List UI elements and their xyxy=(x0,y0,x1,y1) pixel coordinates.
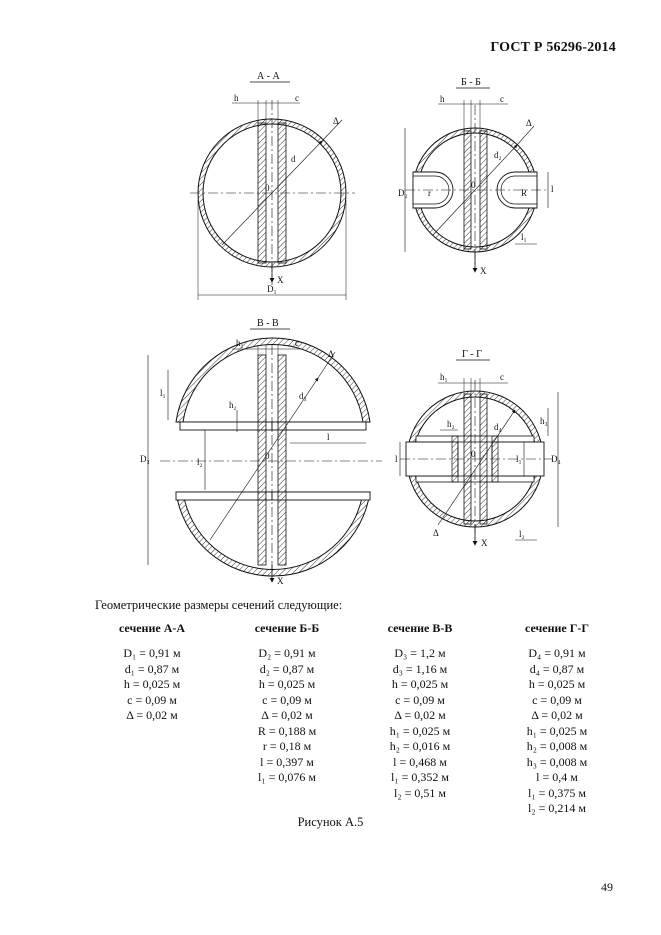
section-gg-title: Г - Г xyxy=(462,349,482,360)
dimensions-intro: Геометрические размеры сечений следующие: xyxy=(95,598,343,612)
svg-text:0: 0 xyxy=(471,449,476,459)
svg-text:X: X xyxy=(277,576,284,586)
svg-text:c: c xyxy=(295,338,299,348)
svg-text:d₃: d₃ xyxy=(299,391,307,401)
svg-text:d₂: d₂ xyxy=(494,150,502,160)
section-gg-heading: сечение Г-Г xyxy=(524,621,589,635)
svg-text:d₄: d₄ xyxy=(494,422,502,432)
svg-text:D₃: D₃ xyxy=(140,454,150,464)
svg-text:c: c xyxy=(500,372,504,382)
spec-row: d₄ = 0,87 м xyxy=(529,661,585,676)
svg-text:h₂: h₂ xyxy=(447,419,455,429)
spec-row: D₄ = 0,91 м xyxy=(528,646,586,660)
svg-text:l: l xyxy=(327,432,330,442)
page-number: 49 xyxy=(601,880,613,894)
spec-row: R = 0,188 м xyxy=(257,723,317,738)
svg-text:Δ: Δ xyxy=(433,528,439,538)
svg-text:l₁: l₁ xyxy=(521,232,527,242)
spec-row: l = 0,468 м xyxy=(393,754,447,769)
spec-row: Δ = 0,02 м xyxy=(531,708,583,722)
svg-text:l₂: l₂ xyxy=(519,529,525,539)
spec-row: h = 0,025 м xyxy=(258,677,316,691)
svg-text:l₂: l₂ xyxy=(197,457,203,467)
spec-row: h₁ = 0,025 м xyxy=(526,723,588,738)
section-gg-column xyxy=(492,621,622,817)
section-bb-drawing xyxy=(398,77,554,276)
spec-row: c = 0,09 м xyxy=(262,692,312,707)
section-vv-column xyxy=(355,621,485,801)
spec-row: h₂ = 0,008 м xyxy=(526,739,588,753)
svg-text:R: R xyxy=(521,188,528,198)
spec-row: r = 0,18 м xyxy=(262,739,312,753)
section-bb-column xyxy=(222,621,352,786)
spec-row: h₃ = 0,008 м xyxy=(526,754,588,769)
svg-text:l₁: l₁ xyxy=(516,454,522,464)
section-bb-title: Б - Б xyxy=(461,77,481,88)
svg-text:h₂: h₂ xyxy=(229,400,237,410)
svg-text:X: X xyxy=(480,266,487,276)
svg-text:X: X xyxy=(481,538,488,548)
svg-text:c: c xyxy=(500,94,504,104)
svg-text:h₁: h₁ xyxy=(440,372,448,382)
spec-row: h₂ = 0,016 м xyxy=(389,739,451,753)
spec-row: D₁ = 0,91 м xyxy=(123,646,181,660)
section-vv-drawing xyxy=(140,318,382,586)
spec-row: l = 0,4 м xyxy=(536,770,578,784)
svg-text:h: h xyxy=(440,94,445,104)
svg-text:r: r xyxy=(428,188,431,198)
svg-text:l: l xyxy=(551,184,554,194)
document-header: ГОСТ Р 56296-2014 xyxy=(490,40,616,55)
figure-caption: Рисунок А.5 xyxy=(297,815,364,829)
spec-row: h = 0,025 м xyxy=(391,677,449,691)
spec-row: Δ = 0,02 м xyxy=(261,708,313,722)
spec-row: D₂ = 0,91 м xyxy=(258,646,316,660)
svg-text:Δ: Δ xyxy=(328,349,334,359)
spec-row: l₂ = 0,51 м xyxy=(394,785,446,800)
spec-row: c = 0,09 м xyxy=(127,692,177,707)
section-aa-drawing xyxy=(190,71,355,300)
spec-row: h₁ = 0,025 м xyxy=(389,723,451,738)
spec-row: l₁ = 0,352 м xyxy=(391,770,449,784)
svg-text:D₁: D₁ xyxy=(267,284,277,294)
spec-row: d₁ = 0,87 м xyxy=(124,661,180,676)
svg-text:0: 0 xyxy=(265,451,270,461)
svg-text:h₁: h₁ xyxy=(236,338,244,348)
spec-row: l₂ = 0,214 м xyxy=(528,801,586,815)
spec-row: Δ = 0,02 м xyxy=(394,708,446,722)
spec-row: l = 0,397 м xyxy=(260,754,314,769)
svg-text:l₁: l₁ xyxy=(160,388,166,398)
section-bb-heading: сечение Б-Б xyxy=(254,621,320,635)
svg-text:Δ: Δ xyxy=(526,118,532,128)
spec-row: c = 0,09 м xyxy=(395,692,445,707)
spec-row: h = 0,025 м xyxy=(528,677,586,691)
section-vv-title: В - В xyxy=(257,318,279,329)
svg-text:d: d xyxy=(291,154,296,164)
svg-text:Δ: Δ xyxy=(333,116,339,126)
svg-text:l: l xyxy=(395,454,398,464)
spec-row: l₁ = 0,375 м xyxy=(528,785,586,800)
svg-text:X: X xyxy=(277,275,284,285)
spec-row: Δ = 0,02 м xyxy=(126,708,178,722)
spec-row: d₃ = 1,16 м xyxy=(392,661,448,676)
svg-text:h: h xyxy=(234,93,239,103)
spec-row: l₁ = 0,076 м xyxy=(258,770,316,784)
svg-text:D₂: D₂ xyxy=(398,188,408,198)
section-aa-title: А - А xyxy=(257,71,280,82)
svg-text:c: c xyxy=(295,93,299,103)
section-aa-column xyxy=(87,621,217,724)
svg-text:0: 0 xyxy=(471,180,476,190)
spec-row: D₃ = 1,2 м xyxy=(394,646,446,660)
svg-text:D₄: D₄ xyxy=(551,454,561,464)
spec-row: d₂ = 0,87 м xyxy=(259,661,315,676)
spec-row: c = 0,09 м xyxy=(532,692,582,707)
svg-text:0: 0 xyxy=(265,183,270,193)
section-aa-heading: сечение А-А xyxy=(118,621,186,635)
spec-row: h = 0,025 м xyxy=(123,677,181,691)
section-gg-drawing xyxy=(395,349,561,548)
svg-text:h₃: h₃ xyxy=(540,416,548,426)
section-vv-heading: сечение В-В xyxy=(387,621,453,635)
